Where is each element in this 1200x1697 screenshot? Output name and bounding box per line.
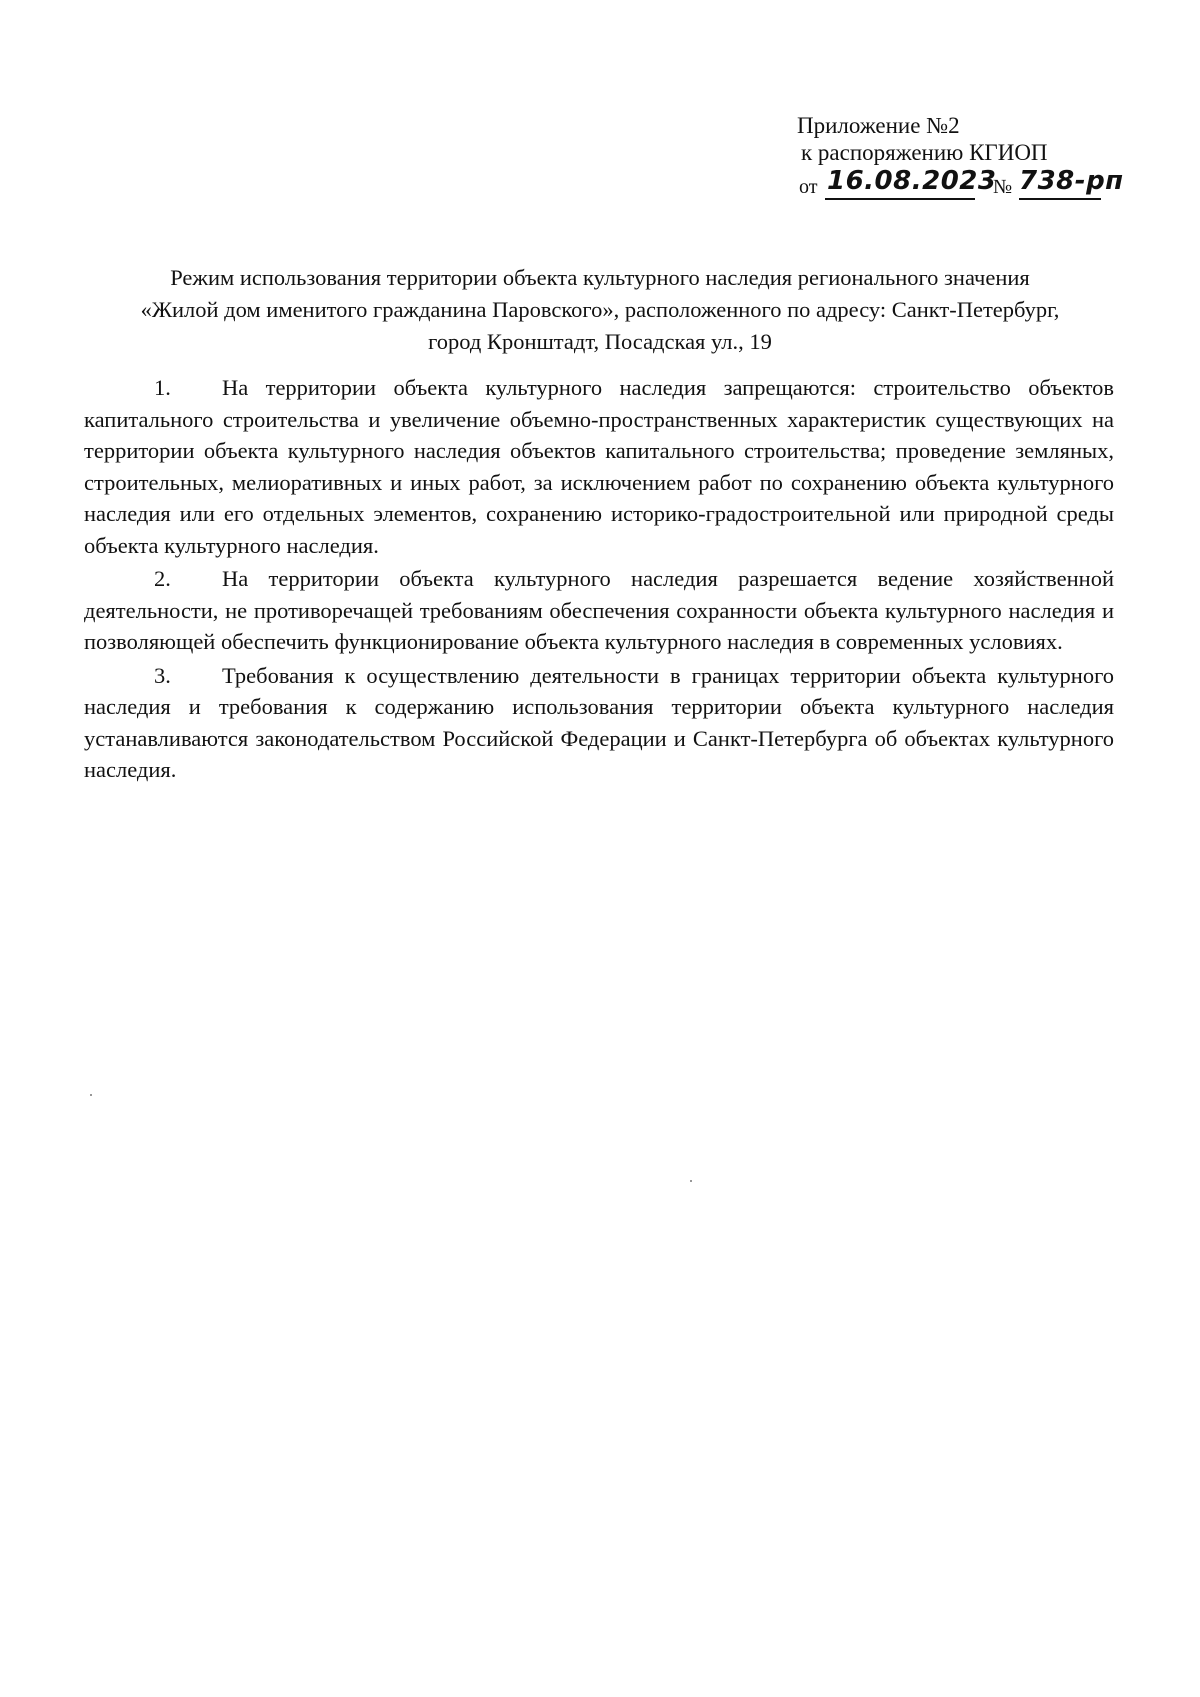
- paragraph-1: [84, 372, 1114, 561]
- handwritten-date: 16.08.2023: [827, 166, 997, 196]
- paragraph-text: На территории объекта культурного наследия запрещаются: строительство объектов капитального строительства и увеличение объемно-пространственных характеристик существующих на территории объекта культурного наследия объектов капитального строительства; проведение земляных, строительных, мелиоративных и иных работ, за исключением работ по сохранению объекта культурного наследия или его отдельных элементов, сохранению историко-градостроительной или природной среды объекта культурного наследия.: [84, 375, 1114, 558]
- handwritten-number: 738-рп: [1019, 166, 1124, 196]
- annex-order-reference: к распоряжению КГИОП: [801, 140, 1048, 165]
- document-body: [84, 372, 1114, 788]
- scan-speck: [90, 1094, 92, 1096]
- title-line-1: Режим использования территории объекта культурного наследия регионального значения: [170, 265, 1030, 290]
- paragraph-text: Требования к осуществлению деятельности в границах территории объекта культурного наследия и требования к содержанию использования территории объекта культурного наследия устанавливаются законодательством Российской Федерации и Санкт-Петербурга об объектах культурного наследия.: [84, 662, 1114, 782]
- paragraph-number: 1.: [154, 375, 171, 400]
- document-title: [84, 262, 1116, 358]
- annex-header: [797, 112, 1157, 200]
- title-line-2: «Жилой дом именитого гражданина Паровского», расположенного по адресу: Санкт-Петербург,: [140, 297, 1060, 322]
- paragraph-2: [84, 563, 1114, 658]
- paragraph-text: На территории объекта культурного наследия разрешается ведение хозяйственной деятельности, не противоречащей требованиям обеспечения сохранности объекта культурного наследия и позволяющей обеспечить функционирование объекта культурного наследия в современных условиях.: [84, 566, 1114, 654]
- paragraph-number: 3.: [154, 662, 171, 688]
- annex-title: Приложение №2: [797, 113, 960, 138]
- number-prefix: №: [993, 176, 1013, 198]
- annex-date-number-line: [797, 166, 1157, 200]
- date-prefix: от: [799, 176, 818, 198]
- date-underline: [825, 198, 975, 200]
- title-line-3: город Кронштадт, Посадская ул., 19: [428, 329, 772, 354]
- paragraph-3: [84, 660, 1114, 786]
- paragraph-number: 2.: [154, 566, 171, 591]
- number-underline: [1019, 198, 1101, 200]
- scan-speck: [690, 1180, 692, 1182]
